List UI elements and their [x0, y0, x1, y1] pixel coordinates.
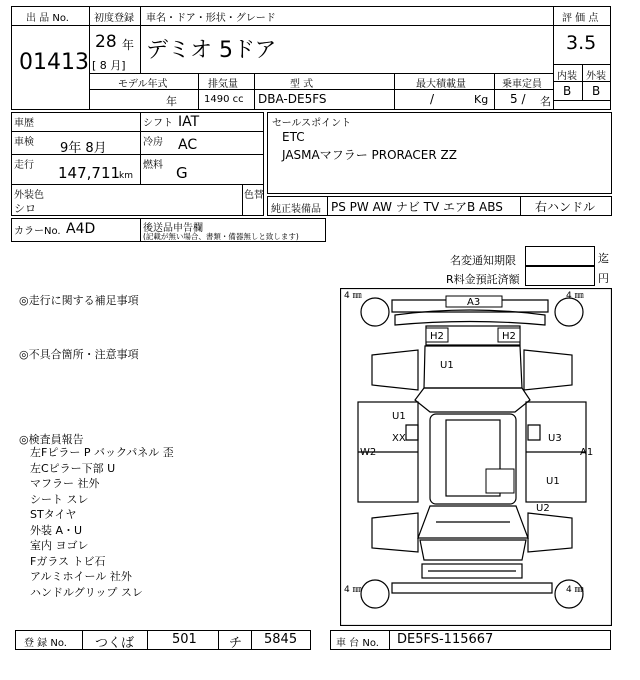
mark-u1-trunk: U1 [440, 360, 454, 371]
driving-remarks-label: ◎走行に関する補足事項 [19, 294, 139, 307]
ext-color: シロ [14, 202, 36, 215]
ext-color-cell [11, 184, 243, 216]
type-label: 型 式 [290, 79, 314, 90]
inspector-item: マフラー 社外 [30, 477, 100, 490]
mark-a1: A1 [580, 447, 594, 458]
car-name: デミオ 5ドア [146, 38, 277, 63]
inspector-item: 外装 A・U [30, 523, 83, 537]
equipment: PS PW AW ナビ TV エアB ABS [331, 200, 503, 214]
mark-h2-left: H2 [430, 331, 444, 342]
sales-point-2: JASMAマフラー PRORACER ZZ [282, 148, 457, 162]
ac-label: 冷房 [143, 137, 163, 148]
reg-area: つくば [95, 636, 135, 651]
inspector-item: 左Fピラー P バックパネル 歪 [30, 446, 174, 459]
mark-u1-left: U1 [392, 411, 406, 422]
car-name-label: 車名・ドア・形状・グレード [146, 13, 276, 24]
name-change-unit: 迄 [598, 252, 609, 265]
color-no: A4D [66, 221, 96, 237]
ext-color-label: 外装色 [14, 190, 44, 201]
capacity-label: 乗車定員 [502, 79, 542, 90]
lot-no: 01413 [19, 50, 89, 75]
score-label: 評 価 点 [562, 13, 599, 24]
car-diagram [340, 288, 612, 626]
inspector-label: ◎検査員報告 [19, 433, 84, 446]
specs-divider-3 [394, 73, 395, 110]
inspector-item: Fガラス トビ石 [30, 554, 106, 568]
reg-number: 5845 [264, 632, 298, 647]
fuel-label: 燃料 [143, 160, 163, 171]
first-reg-year: 28 [95, 32, 117, 52]
inspector-item: 左Cピラー下部 U [30, 461, 116, 475]
model-year-unit: 年 [166, 95, 177, 108]
lot-no-label: 出 品 No. [26, 13, 69, 24]
type: DBA-DE5FS [258, 92, 327, 106]
inspector-item: シート スレ [30, 492, 89, 506]
recycle-unit: 円 [598, 272, 609, 285]
mileage-unit: km [119, 171, 133, 181]
name-change-label: 名変通知期限 [450, 254, 516, 267]
shift: IAT [178, 114, 200, 130]
tire-depth-rr: 4 ㎜ [566, 291, 584, 301]
specs-divider-4 [494, 73, 495, 110]
color-change-label: 色替 [244, 190, 264, 201]
displacement: 1490 cc [204, 94, 244, 105]
year-unit: 年 [122, 38, 135, 52]
chassis-label: 車 台 No. [336, 638, 379, 649]
score: 3.5 [566, 32, 597, 54]
max-load-slash: / [430, 92, 435, 106]
exterior-grade: B [592, 84, 601, 98]
first-reg-month: [ 8 月] [92, 59, 126, 72]
inspector-items [30, 445, 174, 600]
ac: AC [178, 137, 198, 153]
defects-label: ◎不具合箇所・注意事項 [19, 348, 139, 361]
mark-u2: U2 [536, 503, 550, 514]
interior-grade: B [563, 84, 572, 98]
aftermarket-note: (記載が無い場合、書類・備器無しと致します) [143, 232, 299, 241]
mark-a3: A3 [467, 297, 481, 308]
reg-class: 501 [172, 632, 197, 647]
mark-h2-right: H2 [502, 331, 516, 342]
inspection-label: 車検 [14, 137, 34, 148]
mark-u1-right: U1 [546, 476, 560, 487]
sales-points-label: セールスポイント [272, 118, 352, 129]
fuel: G [176, 164, 188, 182]
aftermarket-label: 後送品申告欄 [143, 223, 203, 234]
mark-u3: U3 [548, 433, 562, 444]
capacity-unit: 名 [540, 95, 551, 108]
inspector-item: 室内 ヨゴレ [30, 539, 89, 552]
steering: 右ハンドル [535, 200, 596, 214]
reg-label: 登 録 No. [24, 638, 67, 649]
exterior-label: 外装 [586, 71, 606, 82]
max-load-unit: Kg [474, 93, 489, 106]
inspector-item: ハンドルグリップ スレ [30, 585, 143, 599]
mark-w2: W2 [360, 447, 377, 458]
name-change-field [525, 246, 595, 266]
reg-kana: チ [229, 636, 243, 651]
inspector-item: アルミホイール 社外 [30, 570, 132, 583]
mark-xx: XX [392, 433, 406, 444]
color-no-label: カラーNo. [14, 226, 61, 237]
recycle-field [525, 266, 595, 286]
tire-depth-fl: 4 ㎜ [344, 585, 362, 595]
tire-depth-fr: 4 ㎜ [566, 585, 584, 595]
tire-depth-rl: 4 ㎜ [344, 291, 362, 301]
recycle-label: R料金預託済額 [446, 273, 520, 286]
specs-divider-2 [254, 73, 255, 110]
chassis: DE5FS-115667 [397, 632, 494, 647]
shift-label: シフト [143, 118, 173, 129]
capacity: 5 / [510, 92, 526, 106]
first-reg-label: 初度登録 [94, 13, 134, 24]
mileage-label: 走行 [14, 160, 34, 171]
model-year-label: モデル年式 [118, 79, 168, 90]
max-load-label: 最大積載量 [416, 79, 466, 90]
equipment-label: 純正装備品 [271, 204, 321, 215]
mileage: 147,711 [58, 164, 121, 182]
inspector-item: STタイヤ [30, 508, 77, 521]
displacement-label: 排気量 [208, 79, 238, 90]
interior-label: 内装 [557, 71, 577, 82]
history-label: 車歴 [14, 118, 34, 129]
sales-point-1: ETC [282, 130, 305, 144]
inspection: 9年 8月 [60, 141, 107, 156]
specs-divider-1 [198, 73, 199, 110]
